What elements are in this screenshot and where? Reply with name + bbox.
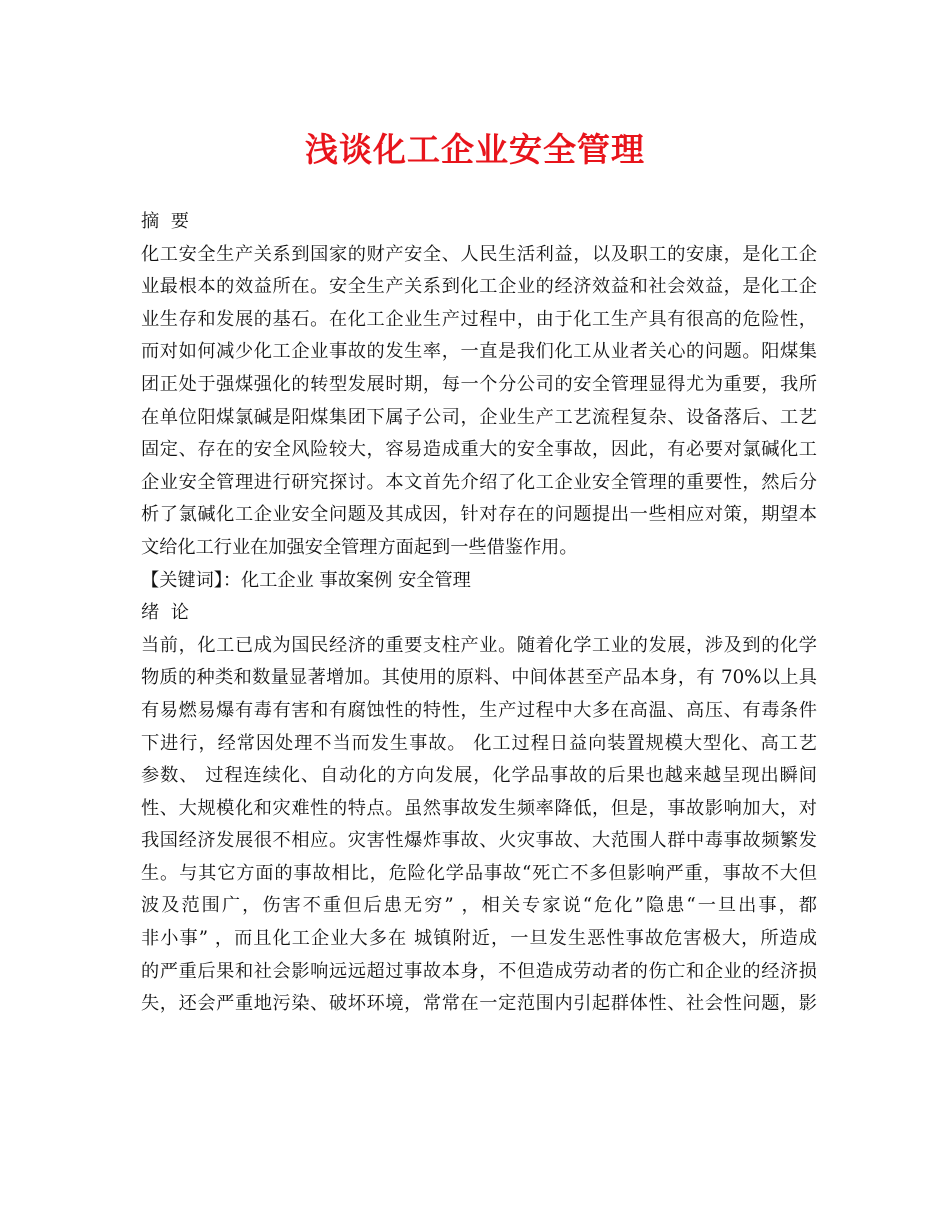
text-line: 企业安全管理进行研究探讨。本文首先介绍了化工企业安全管理的重要性，然后分 [141,471,817,493]
text-line: 物质的种类和数量显著增加。其使用的原料、中间体甚至产品本身，有 70%以上具 [141,667,817,689]
text-line: 文给化工行业在加强安全管理方面起到一些借鉴作用。 [141,536,578,558]
document-title: 浅谈化工企业安全管理 [305,130,645,169]
text-line: 而对如何减少化工企业事故的发生率，一直是我们化工从业者关心的问题。阳煤集 [141,341,817,363]
text-line: 性、大规模化和灾难性的特点。虽然事故发生频率降低，但是，事故影响加大，对 [141,797,817,819]
text-line: 当前，化工已成为国民经济的重要支柱产业。随着化学工业的发展，涉及到的化学 [141,634,817,656]
intro-paragraph [141,630,817,1021]
text-line: 我国经济发展很不相应。灾害性爆炸事故、火灾事故、大范围人群中毒事故频繁发 [141,830,817,852]
text-line: 参数、 过程连续化、自动化的方向发展，化学品事故的后果也越来越呈现出瞬间 [141,765,817,787]
document-body [141,206,817,1021]
text-line: 非小事” ，而且化工企业大多在 城镇附近，一旦发生恶性事故危害极大，所造成 [141,928,817,950]
text-line: 析了氯碱化工企业安全问题及其成因，针对存在的问题提出一些相应对策，期望本 [141,504,817,526]
text-line: 固定、存在的安全风险较大，容易造成重大的安全事故，因此，有必要对氯碱化工 [141,439,817,461]
text-line: 化工安全生产关系到国家的财产安全、人民生活利益，以及职工的安康，是化工企 [141,243,817,265]
keywords-line: 【关键词】：化工企业 事故案例 安全管理 [141,569,471,591]
text-line: 的严重后果和社会影响远远超过事故本身，不但造成劳动者的伤亡和企业的经济损 [141,960,817,982]
text-line: 波及范围广，伤害不重但后患无穷” ，相关专家说“危化”隐患“一旦出事，都 [141,895,817,917]
text-line: 下进行，经常因处理不当而发生事故。 化工过程日益向装置规模大型化、高工艺 [141,732,817,754]
text-line: 业最根本的效益所在。安全生产关系到化工企业的经济效益和社会效益，是化工企 [141,276,817,298]
text-line: 有易燃易爆有毒有害和有腐蚀性的特性，生产过程中大多在高温、高压、有毒条件 [141,699,817,721]
text-line: 业生存和发展的基石。在化工企业生产过程中，由于化工生产具有很高的危险性， [141,308,817,330]
abstract-paragraph [141,239,817,565]
text-line: 生。与其它方面的事故相比，危险化学品事故“死亡不多但影响严重，事故不大但 [141,862,817,884]
text-line: 失，还会严重地污染、破坏环境，常常在一定范围内引起群体性、社会性问题，影 [141,993,817,1015]
abstract-heading: 摘 要 [141,211,189,232]
text-line: 团正处于强煤强化的转型发展时期，每一个分公司的安全管理显得尤为重要，我所 [141,373,817,395]
intro-heading: 绪 论 [141,602,189,624]
text-line: 在单位阳煤氯碱是阳煤集团下属子公司，企业生产工艺流程复杂、设备落后、工艺 [141,406,817,428]
